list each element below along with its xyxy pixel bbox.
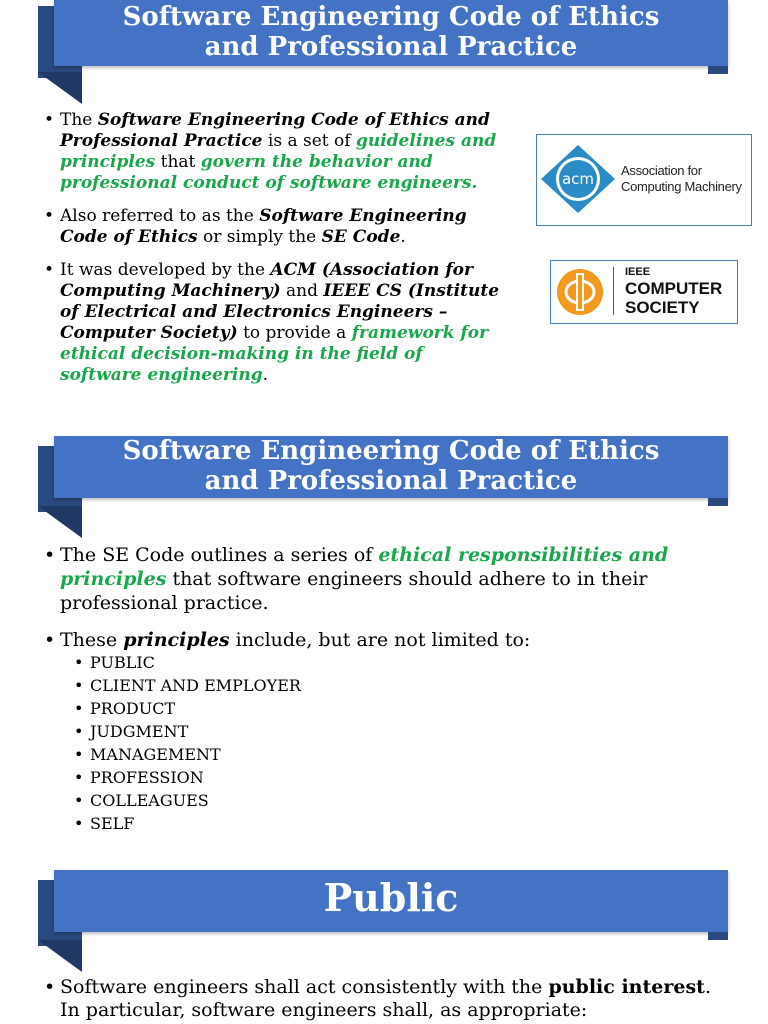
section3-banner: [0, 866, 768, 972]
acm-logo: [536, 134, 752, 226]
acm-logo-line1: Association for: [621, 163, 702, 178]
banner-tail: [708, 932, 728, 940]
list-item: • Also referred to as the Software Engineering Code of Ethics or simply the SE Code.: [44, 206, 467, 247]
section1-banner: [0, 0, 768, 104]
principle-item: • PUBLIC: [74, 653, 155, 672]
section3-bullets: [44, 976, 734, 1022]
principle-item: • PRODUCT: [74, 699, 176, 718]
principle-item: • CLIENT AND EMPLOYER: [74, 676, 301, 695]
section2-title: Software Engineering Code of Ethics and Professional Practice: [54, 436, 728, 498]
ieee-logo-line3: SOCIETY: [625, 298, 700, 317]
banner-fold-corner: [38, 72, 82, 104]
ieee-logo-line2: COMPUTER: [625, 279, 723, 298]
ieee-cs-logo: [550, 260, 738, 324]
list-item: • The SE Code outlines a series of ethical responsibilities and principles that software engineers should adhere to in their professional practice.: [44, 544, 669, 614]
acm-mark: acm: [561, 170, 595, 188]
principles-list: [74, 651, 301, 835]
acm-diamond-icon: [539, 143, 617, 215]
section2-bullets: [44, 543, 724, 652]
list-item: • The Software Engineering Code of Ethics and Professional Practice is a set of guidelines and principles that govern the behavior and professional conduct of software engineers.: [44, 110, 497, 193]
principle-item: • MANAGEMENT: [74, 745, 221, 764]
banner-fold-corner: [38, 940, 82, 972]
banner-tail: [708, 66, 728, 74]
section2-banner: [0, 432, 768, 538]
principle-item: • PROFESSION: [74, 768, 204, 787]
list-item: • These principles include, but are not limited to:: [44, 629, 531, 651]
banner-fold-corner: [38, 506, 82, 538]
ieee-logo-line1: IEEE: [625, 266, 651, 278]
list-item: • Software engineers shall act consistently with the public interest. In particular, software engineers shall, as appropriate:: [44, 976, 711, 1021]
acm-logo-line2: Computing Machinery: [621, 179, 742, 194]
list-item: • It was developed by the ACM (Association for Computing Machinery) and IEEE CS (Institute of Electrical and Electronics Engineers – Computer Society) to provide a framework for ethical decision-making in the field of software engineering.: [44, 260, 500, 385]
principle-item: • SELF: [74, 814, 135, 833]
section1-bullets: [44, 110, 506, 386]
section3-title: Public: [54, 870, 728, 932]
ieee-divider: [613, 267, 614, 315]
banner-tail: [708, 498, 728, 506]
ieee-phi-icon: [555, 267, 609, 317]
section1-title: Software Engineering Code of Ethics and Professional Practice: [54, 0, 728, 66]
principle-item: • JUDGMENT: [74, 722, 189, 741]
principle-item: • COLLEAGUES: [74, 791, 209, 810]
